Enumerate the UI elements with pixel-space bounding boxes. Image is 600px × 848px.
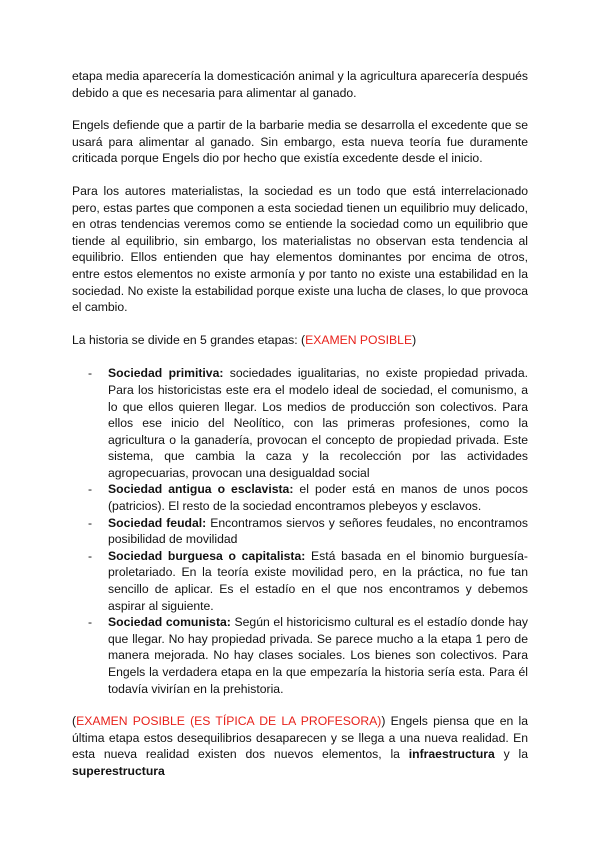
paragraph-engels-surplus: Engels defiende que a partir de la barbarie media se desarrolla el excedente que se usará para alimentar al ganado. Sin embargo, esta nueva teoría fue duramente criticada porque Engels dio por hecho que existía excedente desde el inicio.: [72, 118, 528, 166]
list-item: [72, 481, 528, 514]
paragraph-materialists: Para los autores materialistas, la sociedad es un todo que está interrelacionado pero, estas partes que componen a esta sociedad tienen un equilibrio muy delicado, en otras tendencias veremos como se entiende la sociedad como un equilibrio que tiende al equilibrio, sin embargo, los materialistas no observan esta tendencia al equilibrio. Ellos entienden que hay elementos dominantes por encima de otros, entre estos elementos no existe armonía y por tanto no existe una estabilidad en la sociedad. No existe la estabilidad porque existe una lucha de clases, lo que provoca el cambio.: [72, 183, 528, 315]
bullet-dash: -: [88, 548, 93, 563]
stage-title: Sociedad primitiva:: [108, 366, 224, 381]
stage-text: Según el historicismo cultural es el estadío donde hay que llegar. No hay propiedad privada. Se parece mucho a la etapa 1 pero de manera mejorada. No hay clases sociales. Los bienes son colectivos. Para Engels la verdadera etapa en la que empezaría la historia sería esta. Para él todavía vivirían en la prehistoria.: [108, 615, 529, 696]
list-item: [72, 365, 528, 481]
stages-list: [72, 365, 528, 697]
term-infraestructura: infraestructura: [408, 747, 495, 762]
page-content: [72, 68, 528, 780]
paragraph-engels-final: [72, 713, 528, 779]
exam-note: EXAMEN POSIBLE: [305, 332, 413, 347]
stage-text: Está basada en el binomio burguesía-proletariado. En la teoría existe movilidad pero, en la práctica, no fue tan sencillo de aplicar. Es el estadío en el que nos encontramos y debemos aspirar al siguiente.: [108, 548, 528, 613]
stage-title: Sociedad feudal:: [108, 515, 207, 530]
stage-title: Sociedad burguesa o capitalista:: [108, 548, 306, 563]
stage-title: Sociedad antigua o esclavista:: [108, 482, 294, 497]
paragraph-domestication: etapa media aparecería la domesticación animal y la agricultura aparecería después debido a que es necesaria para alimentar al ganado.: [72, 69, 528, 100]
stage-text: sociedades igualitarias, no existe propiedad privada. Para los historicistas este era el modelo ideal de sociedad, el comunismo, a lo que ellos quieren llegar. Los medios de producción son colectivos. Para ellos ese inicio del Neolítico, con las primeras profesiones, como la agricultura o la ganadería, provocan el concepto de propiedad privada. Este sistema, que cambia la caza y la recolección por las actividades agropecuarias, provocan una desigualdad social: [108, 366, 528, 480]
stage-title: Sociedad comunista:: [108, 615, 231, 630]
bullet-dash: -: [88, 366, 93, 381]
term-superestructura: superestructura: [72, 763, 165, 778]
list-item: [72, 614, 528, 697]
final-mid: y la: [494, 747, 528, 762]
list-item: [72, 515, 528, 548]
stage-text: Encontramos siervos y señores feudales, no encontramos posibilidad de movilidad: [108, 515, 528, 547]
paragraph-history-stages: [72, 332, 528, 349]
bullet-dash: -: [88, 615, 93, 630]
final-text: ) Engels piensa que en la última etapa estos desequilibrios desaparecen y se llega a una nueva realidad. En esta nueva realidad existen dos nuevos elementos, la: [72, 714, 528, 762]
stages-intro-text: La historia se divide en 5 grandes etapas: (: [72, 332, 306, 347]
bullet-dash: -: [88, 482, 93, 497]
stages-intro-close: ): [412, 332, 417, 347]
list-item: [72, 548, 528, 614]
exam-note-teacher: EXAMEN POSIBLE (ES TÍPICA DE LA PROFESORA): [76, 714, 382, 729]
final-open: (: [72, 714, 77, 729]
bullet-dash: -: [88, 515, 93, 530]
stage-text: el poder está en manos de unos pocos (patricios). El resto de la sociedad encontramos plebeyos y esclavos.: [108, 482, 528, 514]
